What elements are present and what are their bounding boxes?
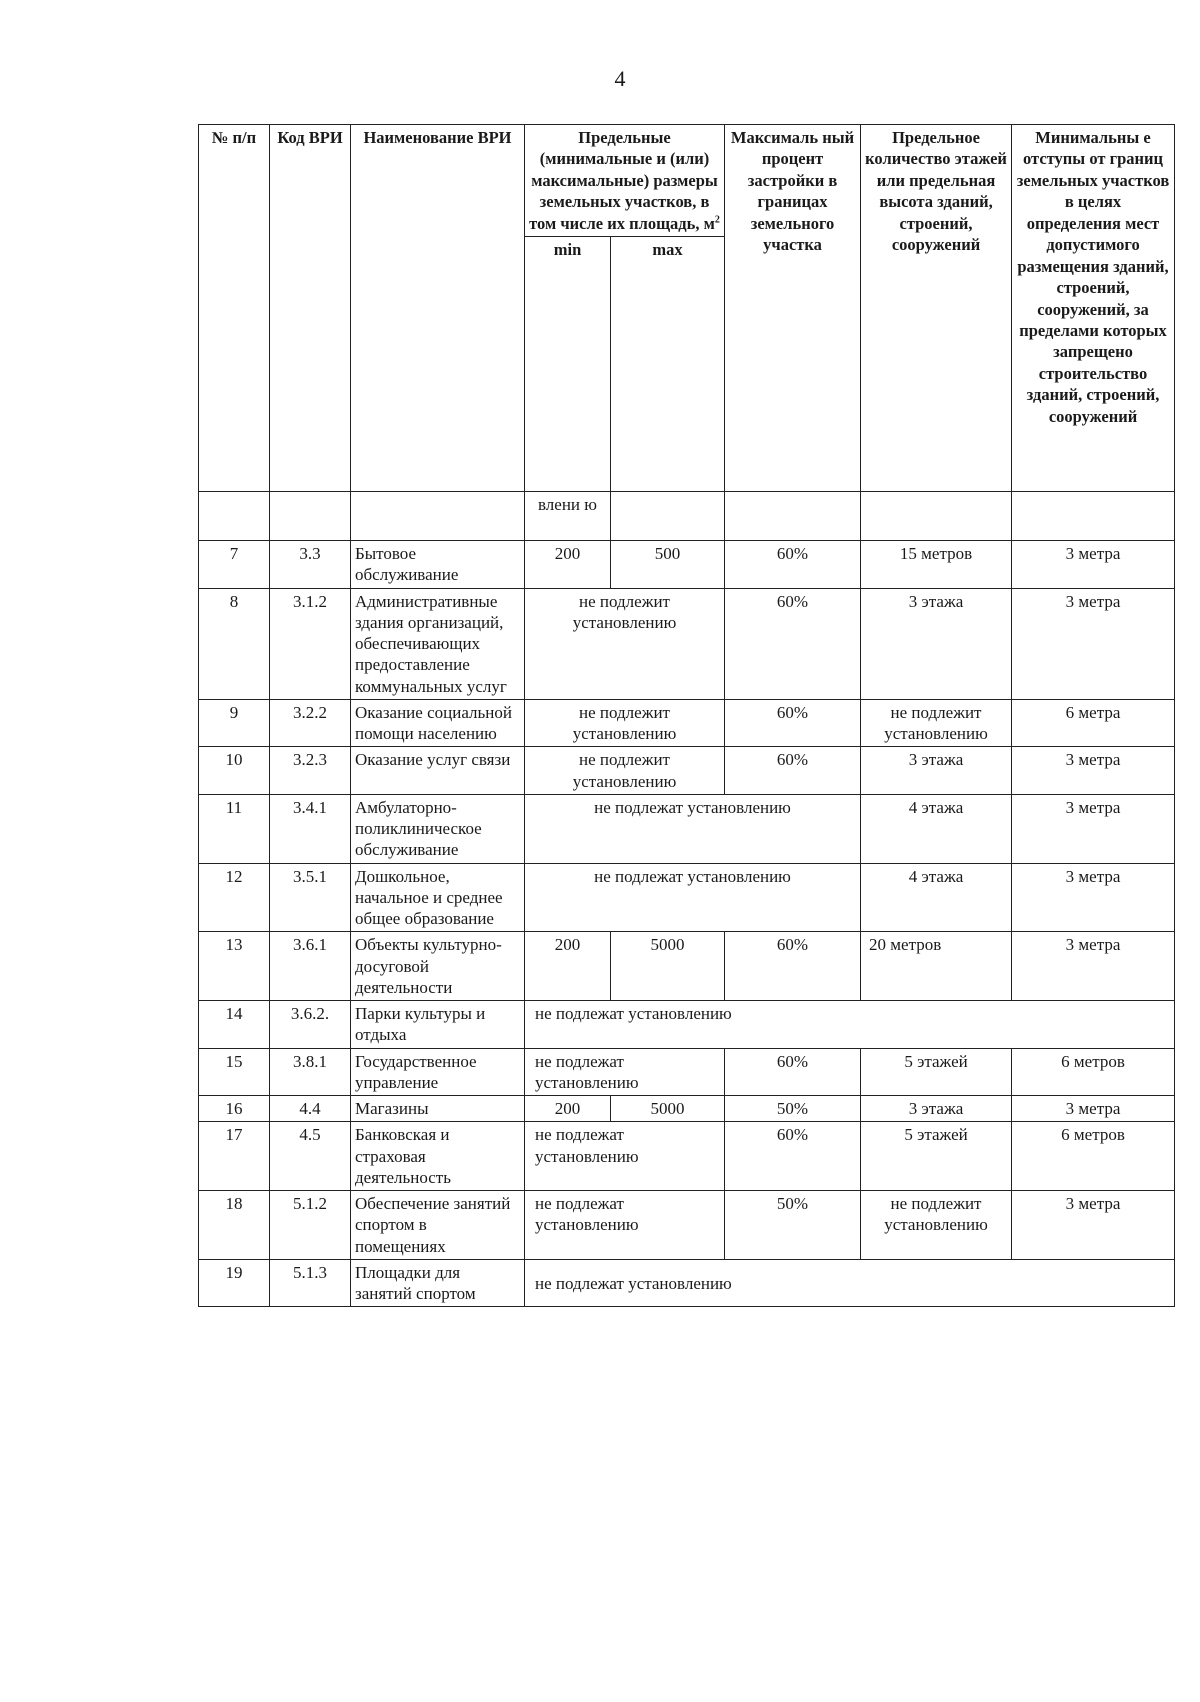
row-floors: 4 этажа bbox=[861, 794, 1012, 863]
row-combined: не подлежат установлению bbox=[525, 794, 861, 863]
row-num: 17 bbox=[199, 1122, 270, 1191]
row-floors: 3 этажа bbox=[861, 747, 1012, 795]
continuation-min: влени ю bbox=[525, 492, 611, 541]
table-cell bbox=[1012, 492, 1175, 541]
row-num: 13 bbox=[199, 932, 270, 1001]
table-row bbox=[199, 1122, 1175, 1191]
row-code: 3.2.3 bbox=[270, 747, 351, 795]
table-row bbox=[199, 1001, 1175, 1049]
header-code: Код ВРИ bbox=[270, 125, 351, 492]
row-coverage: 60% bbox=[725, 1122, 861, 1191]
table-header-row bbox=[199, 125, 1175, 237]
table-cell bbox=[861, 492, 1012, 541]
row-code: 3.8.1 bbox=[270, 1048, 351, 1096]
table-cell bbox=[199, 492, 270, 541]
row-code: 3.6.1 bbox=[270, 932, 351, 1001]
row-name: Дошкольное, начальное и среднее общее образование bbox=[351, 863, 525, 932]
row-code: 3.1.2 bbox=[270, 588, 351, 699]
row-name: Обеспечение занятий спортом в помещениях bbox=[351, 1191, 525, 1260]
row-min: 200 bbox=[525, 932, 611, 1001]
row-name: Амбулаторно-поликлиническое обслуживание bbox=[351, 794, 525, 863]
row-size: не подлежат установлению bbox=[525, 1122, 725, 1191]
row-num: 14 bbox=[199, 1001, 270, 1049]
row-setback: 3 метра bbox=[1012, 1191, 1175, 1260]
header-coverage: Максималь ный процент застройки в границах земельного участка bbox=[725, 125, 861, 492]
row-coverage: 60% bbox=[725, 699, 861, 747]
row-min: 200 bbox=[525, 541, 611, 589]
row-size: не подлежит установлению bbox=[525, 699, 725, 747]
row-floors: 15 метров bbox=[861, 541, 1012, 589]
row-code: 5.1.3 bbox=[270, 1259, 351, 1307]
row-floors: не подлежит установлению bbox=[861, 699, 1012, 747]
row-floors: 3 этажа bbox=[861, 588, 1012, 699]
row-coverage: 60% bbox=[725, 1048, 861, 1096]
row-all: не подлежат установлению bbox=[525, 1259, 1175, 1307]
row-num: 8 bbox=[199, 588, 270, 699]
row-floors: 5 этажей bbox=[861, 1122, 1012, 1191]
row-setback: 3 метра bbox=[1012, 1096, 1175, 1122]
row-coverage: 60% bbox=[725, 932, 861, 1001]
row-num: 18 bbox=[199, 1191, 270, 1260]
row-code: 3.3 bbox=[270, 541, 351, 589]
header-name: Наименование ВРИ bbox=[351, 125, 525, 492]
table-row bbox=[199, 1259, 1175, 1307]
row-name: Административные здания организаций, обеспечивающих предоставление коммунальных услуг bbox=[351, 588, 525, 699]
header-size-group bbox=[525, 125, 725, 237]
row-name: Банковская и страховая деятельность bbox=[351, 1122, 525, 1191]
row-num: 11 bbox=[199, 794, 270, 863]
header-setbacks: Минимальны е отступы от границ земельных участков в целях определения мест допустимого размещения зданий, строений, сооружений, за пределами которых запрещено строительство зданий, строений, сооружений bbox=[1012, 125, 1175, 492]
continuation-row bbox=[199, 492, 1175, 541]
row-all: не подлежат установлению bbox=[525, 1001, 1175, 1049]
header-num: № п/п bbox=[199, 125, 270, 492]
row-floors: 5 этажей bbox=[861, 1048, 1012, 1096]
table-row bbox=[199, 932, 1175, 1001]
table-row bbox=[199, 699, 1175, 747]
table-row bbox=[199, 794, 1175, 863]
row-min: 200 bbox=[525, 1096, 611, 1122]
row-floors: не подлежит установлению bbox=[861, 1191, 1012, 1260]
row-num: 19 bbox=[199, 1259, 270, 1307]
row-name: Бытовое обслуживание bbox=[351, 541, 525, 589]
row-floors: 4 этажа bbox=[861, 863, 1012, 932]
row-setback: 3 метра bbox=[1012, 932, 1175, 1001]
table-row bbox=[199, 1048, 1175, 1096]
row-name: Магазины bbox=[351, 1096, 525, 1122]
row-code: 4.5 bbox=[270, 1122, 351, 1191]
row-floors: 20 метров bbox=[861, 932, 1012, 1001]
row-name: Оказание услуг связи bbox=[351, 747, 525, 795]
row-floors: 3 этажа bbox=[861, 1096, 1012, 1122]
row-num: 15 bbox=[199, 1048, 270, 1096]
header-size-unit-sup: 2 bbox=[714, 214, 720, 226]
land-use-parameters-table bbox=[198, 124, 1175, 1307]
row-setback: 3 метра bbox=[1012, 588, 1175, 699]
row-code: 5.1.2 bbox=[270, 1191, 351, 1260]
row-num: 7 bbox=[199, 541, 270, 589]
row-name: Оказание социальной помощи населению bbox=[351, 699, 525, 747]
page-number: 4 bbox=[614, 66, 626, 91]
row-name: Парки культуры и отдыха bbox=[351, 1001, 525, 1049]
row-num: 10 bbox=[199, 747, 270, 795]
header-floors: Предельное количество этажей или предельная высота зданий, строений, сооружений bbox=[861, 125, 1012, 492]
row-size: не подлежат установлению bbox=[525, 1191, 725, 1260]
row-size: не подлежит установлению bbox=[525, 747, 725, 795]
row-code: 3.4.1 bbox=[270, 794, 351, 863]
row-setback: 3 метра bbox=[1012, 747, 1175, 795]
row-max: 500 bbox=[611, 541, 725, 589]
table-cell bbox=[725, 492, 861, 541]
row-setback: 6 метров bbox=[1012, 1122, 1175, 1191]
table-row bbox=[199, 747, 1175, 795]
row-coverage: 60% bbox=[725, 541, 861, 589]
row-name: Площадки для занятий спортом bbox=[351, 1259, 525, 1307]
row-setback: 3 метра bbox=[1012, 541, 1175, 589]
row-max: 5000 bbox=[611, 932, 725, 1001]
row-size: не подлежат установлению bbox=[525, 1048, 725, 1096]
table-row bbox=[199, 1191, 1175, 1260]
row-setback: 6 метра bbox=[1012, 699, 1175, 747]
row-name: Объекты культурно-досуговой деятельности bbox=[351, 932, 525, 1001]
header-max: max bbox=[611, 237, 725, 492]
row-code: 3.6.2. bbox=[270, 1001, 351, 1049]
row-num: 9 bbox=[199, 699, 270, 747]
row-num: 12 bbox=[199, 863, 270, 932]
row-size: не подлежит установлению bbox=[525, 588, 725, 699]
row-max: 5000 bbox=[611, 1096, 725, 1122]
table-cell bbox=[351, 492, 525, 541]
header-min: min bbox=[525, 237, 611, 492]
row-setback: 3 метра bbox=[1012, 863, 1175, 932]
row-coverage: 60% bbox=[725, 747, 861, 795]
row-num: 16 bbox=[199, 1096, 270, 1122]
row-setback: 6 метров bbox=[1012, 1048, 1175, 1096]
table-row bbox=[199, 1096, 1175, 1122]
table-row bbox=[199, 541, 1175, 589]
row-coverage: 60% bbox=[725, 588, 861, 699]
row-setback: 3 метра bbox=[1012, 794, 1175, 863]
row-name: Государственное управление bbox=[351, 1048, 525, 1096]
table-cell bbox=[270, 492, 351, 541]
row-combined: не подлежат установлению bbox=[525, 863, 861, 932]
header-size-text: Предельные (минимальные и (или) максимальные) размеры земельных участков, в том числе их площадь, м bbox=[529, 128, 718, 233]
table-cell bbox=[611, 492, 725, 541]
row-code: 4.4 bbox=[270, 1096, 351, 1122]
row-code: 3.5.1 bbox=[270, 863, 351, 932]
table-row bbox=[199, 588, 1175, 699]
row-code: 3.2.2 bbox=[270, 699, 351, 747]
table-row bbox=[199, 863, 1175, 932]
row-coverage: 50% bbox=[725, 1191, 861, 1260]
row-coverage: 50% bbox=[725, 1096, 861, 1122]
